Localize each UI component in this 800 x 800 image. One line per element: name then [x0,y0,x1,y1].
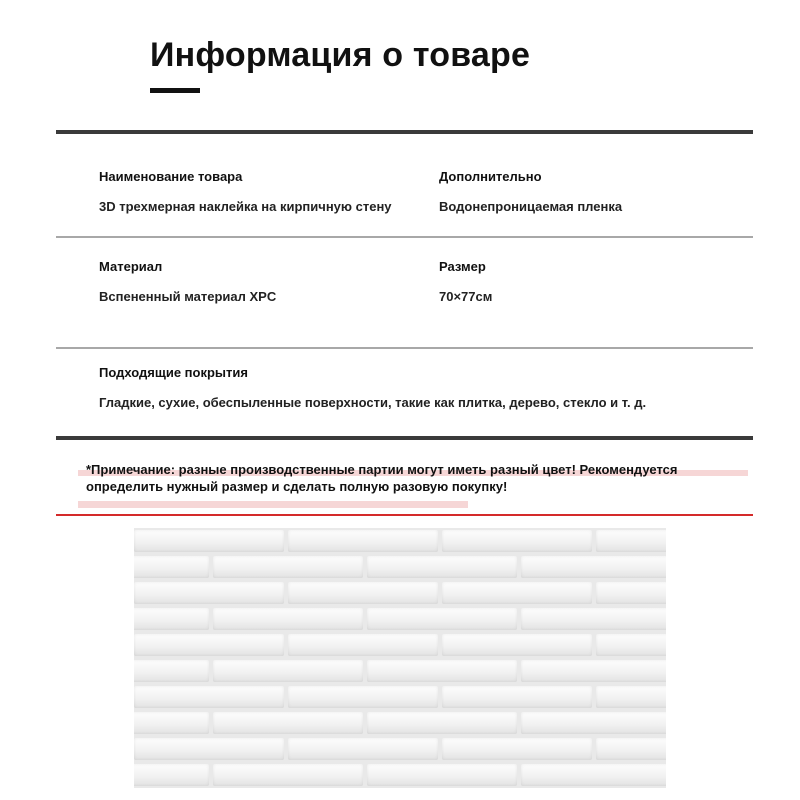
brick [134,686,284,708]
material-value: Вспененный материал XPC [99,289,277,304]
brick [367,608,517,630]
size-value: 70×77см [439,289,493,304]
brick [521,764,666,786]
brick [213,556,363,578]
brick [134,530,284,552]
brick [288,634,438,656]
divider-top [56,130,753,134]
brick [442,582,592,604]
brick-wall-image [134,528,666,788]
brick [134,764,209,786]
brick [596,530,666,552]
brick [367,660,517,682]
note-divider [56,514,753,516]
brick [134,556,209,578]
divider-bottom [56,436,753,440]
brick [213,712,363,734]
brick [213,764,363,786]
brick [442,686,592,708]
title-underline [150,88,200,93]
brick [134,660,209,682]
brick [367,712,517,734]
page-title: Информация о товаре [150,36,531,74]
brick [596,686,666,708]
brick [521,608,666,630]
size-label: Размер [439,259,486,274]
brick [367,764,517,786]
product-name-label: Наименование товара [99,169,243,184]
additional-label: Дополнительно [439,169,542,184]
brick [134,582,284,604]
brick [288,686,438,708]
material-label: Материал [99,259,163,274]
divider-row-2 [56,347,753,349]
brick [134,712,209,734]
brick [288,582,438,604]
brick [596,634,666,656]
brick [596,582,666,604]
brick [213,660,363,682]
brick [442,634,592,656]
brick [134,634,284,656]
divider-row-1 [56,236,753,238]
brick [288,530,438,552]
brick [521,712,666,734]
note-highlight-2 [78,501,468,508]
brick [442,530,592,552]
surfaces-value: Гладкие, сухие, обеспыленные поверхности, такие как плитка, дерево, стекло и т. д. [99,395,647,410]
brick [288,738,438,760]
brick [367,556,517,578]
additional-value: Водонепроницаемая пленка [439,199,623,214]
brick [521,660,666,682]
brick [521,556,666,578]
brick [596,738,666,760]
surfaces-label: Подходящие покрытия [99,365,248,380]
brick [134,608,209,630]
product-name-value: 3D трехмерная наклейка на кирпичную стену [99,199,392,214]
brick [213,608,363,630]
brick [442,738,592,760]
brick [134,738,284,760]
note-text: *Примечание: разные производственные партии могут иметь разный цвет! Рекомендуется определить нужный размер и сделать полную разовую покупку! [86,462,678,494]
